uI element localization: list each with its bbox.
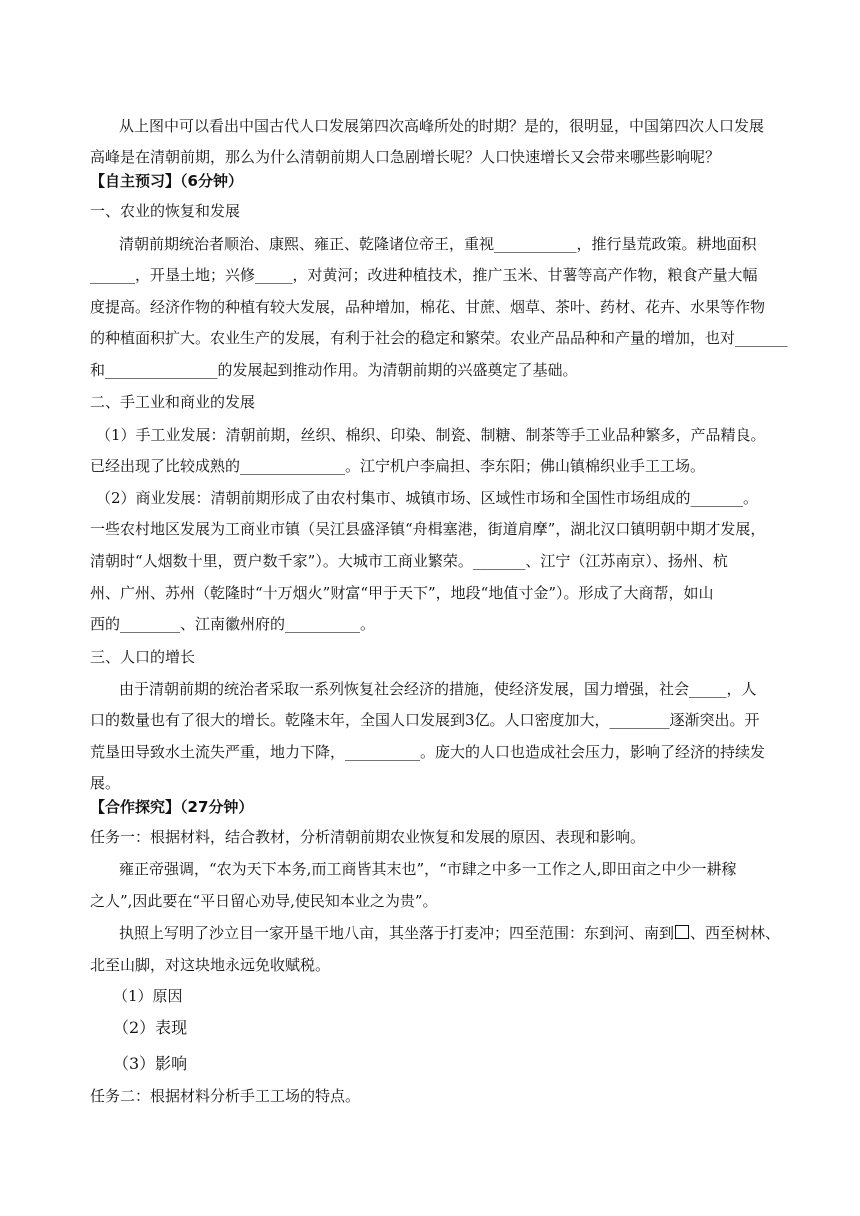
section-2-line: 州、广州、苏州（乾隆时“十万烟火”财富“甲于天下”，地段“地值寸金”）。形成了大商帮，如山	[90, 584, 714, 602]
section-1-title: 一、农业的恢复和发展	[90, 202, 241, 220]
explore-heading: 【合作探究】（27分钟）	[90, 798, 254, 816]
section-2-line: 已经出现了比较成熟的______________。江宁机户李扁担、李东阳；佛山镇棉织业手工工场。	[90, 457, 706, 475]
intro-line-1: 从上图中可以看出中国古代人口发展第四次高峰所处的时期？是的，很明显，中国第四次人口发展	[119, 117, 765, 135]
question-manifestation: （2）表现	[113, 1018, 188, 1037]
section-2-line: （1）手工业发展：清朝前期，丝织、棉织、印染、制瓷、制糖、制茶等手工业品种繁多，产品精良。	[96, 426, 766, 444]
question-impact: （3）影响	[113, 1054, 188, 1073]
section-3-line: 口的数量也有了很大的增长。乾隆末年，全国人口发展到3亿。人口密度加大，________逐渐突出。开	[90, 711, 760, 729]
material-2-text-a: 执照上写明了沙立目一家开垦干地八亩，其坐落于打麦冲；四至范围：东到河、南到	[119, 924, 675, 942]
section-3-line: 展。	[90, 774, 121, 792]
material-1-line-2: 之人”,因此要在“平日留心劝导,使民知本业之为贵”。	[90, 892, 438, 910]
section-2-line: （2）商业发展：清朝前期形成了由农村集市、城镇市场、区域性市场和全国性市场组成的_______。	[96, 489, 759, 507]
preview-heading: 【自主预习】（6分钟）	[90, 172, 243, 190]
section-1-line: ______，开垦土地；兴修_____，对黄河；改进种植技术，推广玉米、甘薯等高产作物，粮食产量大幅	[90, 266, 758, 284]
section-1-line: 度提高。经济作物的种植有较大发展，品种增加，棉花、甘蔗、烟草、茶叶、药材、花卉、水果等作物	[90, 298, 766, 316]
question-reason: （1）原因	[113, 987, 183, 1005]
section-2-title: 二、手工业和商业的发展	[90, 393, 256, 411]
section-2-line: 清朝时“人烟数十里，贾户数千家”）。大城市工商业繁荣。_______、江宁（江苏南京）、扬州、杭	[90, 552, 728, 570]
missing-character-box	[675, 925, 689, 939]
material-2-text-b: 、西至树林、	[690, 924, 781, 942]
section-1-line: 和_______________的发展起到推动作用。为清朝前期的兴盛奠定了基础。	[90, 361, 578, 379]
section-1-line: 的种植面积扩大。农业生产的发展，有利于社会的稳定和繁荣。农业产品品种和产量的增加，也对_______	[90, 329, 788, 347]
section-2-line: 西的________、江南徽州府的__________。	[90, 615, 376, 633]
task-2: 任务二：根据材料分析手工工场的特点。	[90, 1087, 361, 1105]
section-1-line: 清朝前期统治者顺治、康熙、雍正、乾隆诸位帝王，重视___________，推行垦荒政策。耕地面积	[119, 235, 757, 253]
material-2-line-1	[119, 923, 781, 943]
intro-line-2: 高峰是在清朝前期，那么为什么清朝前期人口急剧增长呢？人口快速增长又会带来哪些影响呢？	[90, 148, 721, 166]
task-1: 任务一：根据材料，结合教材，分析清朝前期农业恢复和发展的原因、表现和影响。	[90, 828, 646, 846]
section-2-line: 一些农村地区发展为工商业市镇（吴江县盛泽镇“舟楫塞港，街道肩摩”，湖北汉口镇明朝中期才发展，	[90, 520, 766, 538]
section-3-title: 三、人口的增长	[90, 648, 196, 666]
section-3-line: 荒垦田导致水土流失严重，地力下降，__________。庞大的人口也造成社会压力，影响了经济的持续发	[90, 743, 766, 761]
material-1-line-1: 雍正帝强调，“农为天下本务,而工商皆其末也”，“市肆之中多一工作之人,即田亩之中少一耕稼	[119, 860, 737, 878]
material-2-line-2: 北至山脚，对这块地永远免收赋税。	[90, 956, 331, 974]
section-3-line: 由于清朝前期的统治者采取一系列恢复社会经济的措施，使经济发展，国力增强，社会_____，人	[119, 680, 757, 698]
